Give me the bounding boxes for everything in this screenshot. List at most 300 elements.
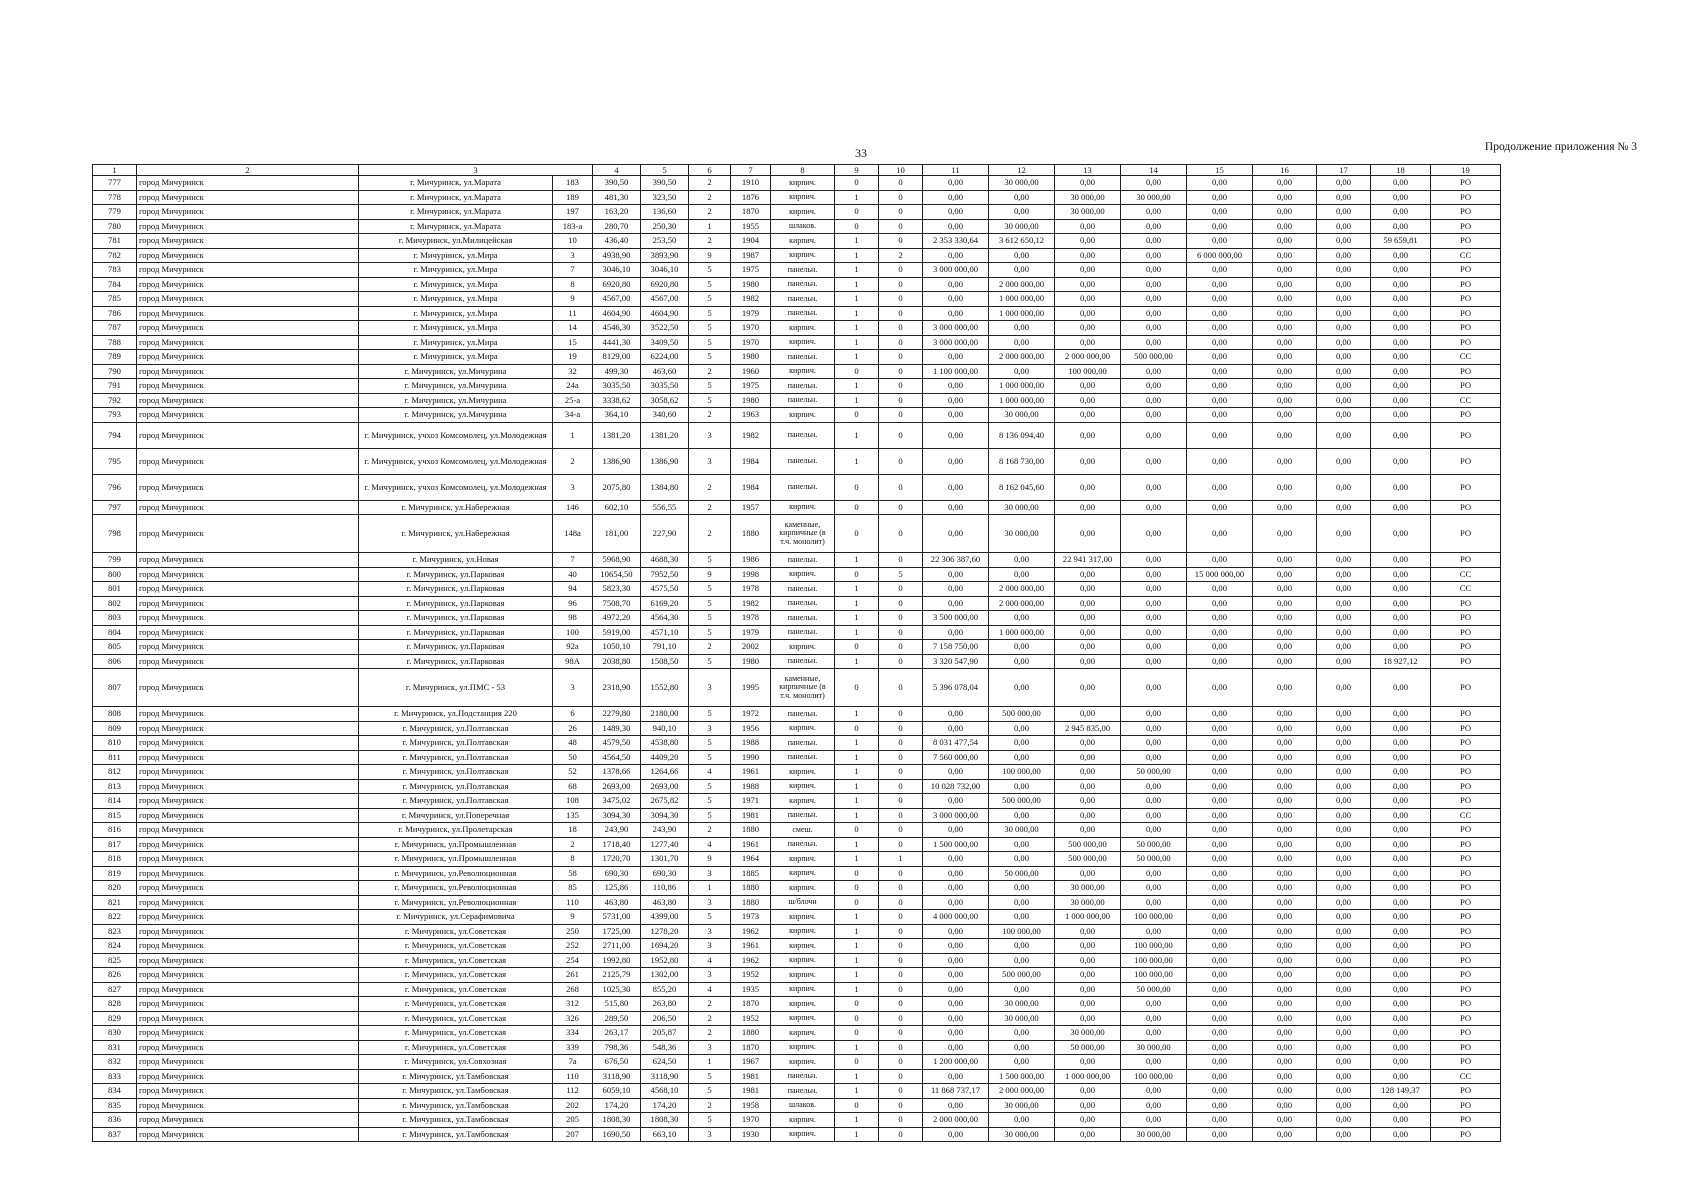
table-cell: кирпич.	[771, 205, 835, 220]
table-cell: 0,00	[989, 1055, 1055, 1070]
table-cell: 30 000,00	[1055, 881, 1121, 896]
table-cell: 1690,50	[593, 1127, 641, 1142]
table-cell: г. Мичуринск, ул.Революционная	[359, 881, 553, 896]
table-cell: 0,00	[1187, 721, 1253, 736]
table-cell: 112	[553, 1084, 593, 1099]
table-cell: 1935	[731, 982, 771, 997]
table-row	[93, 611, 1501, 626]
column-number: 14	[1121, 165, 1187, 176]
table-cell: 0	[835, 669, 879, 707]
table-row	[93, 910, 1501, 925]
table-cell: г. Мичуринск, ул.Подстанция 220	[359, 707, 553, 722]
table-row	[93, 1069, 1501, 1084]
table-cell: 334	[553, 1026, 593, 1041]
table-cell: 289,50	[593, 1011, 641, 1026]
table-cell: 5	[689, 654, 731, 669]
table-cell: кирпич.	[771, 567, 835, 582]
table-cell: панельн.	[771, 263, 835, 278]
table-cell: город Мичуринск	[137, 910, 359, 925]
table-cell: 0,00	[989, 567, 1055, 582]
table-cell: город Мичуринск	[137, 736, 359, 751]
table-cell: 0,00	[1121, 808, 1187, 823]
table-cell: 85	[553, 881, 593, 896]
table-cell: кирпич.	[771, 953, 835, 968]
table-cell: 0,00	[1187, 1098, 1253, 1113]
table-cell: панельн.	[771, 393, 835, 408]
column-number: 10	[879, 165, 923, 176]
table-cell: 0,00	[1187, 263, 1253, 278]
table-cell: 340,60	[641, 408, 689, 423]
table-cell: 0,00	[1121, 823, 1187, 838]
table-cell: 801	[93, 582, 137, 597]
table-cell: 796	[93, 474, 137, 500]
table-cell: 0,00	[1187, 808, 1253, 823]
table-cell: 100 000,00	[1121, 953, 1187, 968]
table-cell: 2	[689, 640, 731, 655]
table-cell: 0	[879, 750, 923, 765]
table-cell: 0,00	[1187, 997, 1253, 1012]
table-cell: 2002	[731, 640, 771, 655]
table-cell: г. Мичуринск, ул.Полтавская	[359, 794, 553, 809]
table-cell: РО	[1431, 263, 1501, 278]
table-cell: 0,00	[1121, 997, 1187, 1012]
column-number: 11	[923, 165, 989, 176]
table-cell: 1870	[731, 1040, 771, 1055]
table-cell: город Мичуринск	[137, 1098, 359, 1113]
table-cell: кирпич.	[771, 852, 835, 867]
table-cell: 0,00	[1055, 707, 1121, 722]
table-cell: РО	[1431, 750, 1501, 765]
table-cell: СС	[1431, 808, 1501, 823]
table-cell: г. Мичуринск, ул.Тамбовская	[359, 1113, 553, 1128]
table-cell: 0,00	[1187, 881, 1253, 896]
table-row	[93, 1011, 1501, 1026]
table-cell: кирпич.	[771, 234, 835, 249]
table-cell: 663,10	[641, 1127, 689, 1142]
table-cell: город Мичуринск	[137, 765, 359, 780]
table-cell: 0,00	[1187, 852, 1253, 867]
table-cell: РО	[1431, 910, 1501, 925]
table-cell: РО	[1431, 1113, 1501, 1128]
table-cell: 3522,50	[641, 321, 689, 336]
table-cell: 0,00	[1253, 448, 1317, 474]
table-cell: 0,00	[1253, 474, 1317, 500]
table-cell: 0,00	[923, 277, 989, 292]
table-cell: панельн.	[771, 611, 835, 626]
table-cell: РО	[1431, 939, 1501, 954]
table-cell: 174,20	[641, 1098, 689, 1113]
table-cell: 100 000,00	[989, 924, 1055, 939]
table-cell: 0,00	[1317, 263, 1371, 278]
table-cell: 0,00	[1317, 1026, 1371, 1041]
table-cell: город Мичуринск	[137, 625, 359, 640]
table-cell: 5	[689, 306, 731, 321]
table-cell: 500 000,00	[989, 707, 1055, 722]
table-cell: г. Мичуринск, ул.Полтавская	[359, 779, 553, 794]
table-cell: 0,00	[1371, 277, 1431, 292]
table-cell: 3	[689, 1127, 731, 1142]
table-cell: 1	[835, 234, 879, 249]
header-row	[93, 165, 1501, 176]
table-cell: кирпич.	[771, 881, 835, 896]
table-cell: 0,00	[1187, 707, 1253, 722]
table-cell: 0,00	[1055, 277, 1121, 292]
table-cell: 0,00	[923, 895, 989, 910]
table-cell: 11 868 737,17	[923, 1084, 989, 1099]
table-cell: 5	[689, 350, 731, 365]
table-cell: 0	[835, 408, 879, 423]
table-row	[93, 219, 1501, 234]
table-cell: 6920,80	[593, 277, 641, 292]
table-cell: 3094,30	[593, 808, 641, 823]
table-cell: г. Мичуринск, ул.Тамбовская	[359, 1069, 553, 1084]
table-cell: город Мичуринск	[137, 422, 359, 448]
table-cell: 0,00	[1253, 277, 1317, 292]
table-cell: 463,80	[593, 895, 641, 910]
table-cell: 5	[689, 611, 731, 626]
table-cell: панельн.	[771, 808, 835, 823]
table-cell: 0,00	[1253, 611, 1317, 626]
table-cell: 940,10	[641, 721, 689, 736]
table-cell: 2	[689, 1026, 731, 1041]
table-cell: 1995	[731, 669, 771, 707]
table-cell: 436,40	[593, 234, 641, 249]
column-number: 6	[689, 165, 731, 176]
table-cell: город Мичуринск	[137, 393, 359, 408]
table-cell: 0,00	[1371, 750, 1431, 765]
table-cell: 0,00	[1121, 448, 1187, 474]
table-cell: 40	[553, 567, 593, 582]
table-cell: 0,00	[1371, 852, 1431, 867]
table-cell: 0,00	[1253, 219, 1317, 234]
table-cell: 2	[689, 823, 731, 838]
table-cell: 0,00	[1317, 736, 1371, 751]
table-cell: 0,00	[1317, 306, 1371, 321]
table-cell: 0,00	[923, 248, 989, 263]
table-cell: 50 000,00	[1121, 837, 1187, 852]
table-cell: 0,00	[1055, 292, 1121, 307]
table-cell: 0,00	[1055, 515, 1121, 553]
table-cell: город Мичуринск	[137, 321, 359, 336]
table-cell: г. Мичуринск, ул.Советская	[359, 982, 553, 997]
table-row	[93, 321, 1501, 336]
table-cell: 500 000,00	[1055, 837, 1121, 852]
table-cell: 0,00	[1371, 190, 1431, 205]
table-cell: 5919,00	[593, 625, 641, 640]
table-cell: 0	[879, 765, 923, 780]
table-cell: РО	[1431, 448, 1501, 474]
column-number: 1	[93, 165, 137, 176]
table-cell: 0,00	[1187, 335, 1253, 350]
table-cell: 263,80	[641, 997, 689, 1012]
table-cell: 0,00	[1253, 895, 1317, 910]
table-cell: 0,00	[1187, 654, 1253, 669]
table-cell: 1885	[731, 866, 771, 881]
table-cell: 0	[879, 277, 923, 292]
table-cell: 250,30	[641, 219, 689, 234]
table-cell: г. Мичуринск, ул.Парковая	[359, 596, 553, 611]
table-cell: 690,30	[641, 866, 689, 881]
table-cell: 128 149,37	[1371, 1084, 1431, 1099]
table-cell: город Мичуринск	[137, 205, 359, 220]
table-cell: 0,00	[1187, 1026, 1253, 1041]
table-cell: 2	[689, 515, 731, 553]
table-cell: 1	[835, 1113, 879, 1128]
table-cell: 1	[835, 292, 879, 307]
table-cell: 0	[879, 1011, 923, 1026]
table-cell: город Мичуринск	[137, 611, 359, 626]
table-cell: 5	[689, 1113, 731, 1128]
table-cell: 2	[689, 1011, 731, 1026]
table-cell: 0,00	[1317, 448, 1371, 474]
table-row	[93, 1026, 1501, 1041]
table-cell: панельн.	[771, 707, 835, 722]
table-cell: 0,00	[1055, 823, 1121, 838]
table-cell: панельн.	[771, 306, 835, 321]
table-cell: 0,00	[1317, 852, 1371, 867]
table-cell: 832	[93, 1055, 137, 1070]
table-cell: 1998	[731, 567, 771, 582]
table-cell: 813	[93, 779, 137, 794]
table-cell: 1880	[731, 895, 771, 910]
table-cell: кирпич.	[771, 190, 835, 205]
table-cell: 3 000 000,00	[923, 263, 989, 278]
table-cell: 824	[93, 939, 137, 954]
table-cell: г. Мичуринск, ул.Революционная	[359, 866, 553, 881]
table-cell: РО	[1431, 1055, 1501, 1070]
table-cell: город Мичуринск	[137, 895, 359, 910]
table-cell: 0,00	[1317, 474, 1371, 500]
table-cell: 0,00	[1253, 263, 1317, 278]
table-cell: 3118,90	[593, 1069, 641, 1084]
table-cell: город Мичуринск	[137, 1127, 359, 1142]
table-cell: 0,00	[1253, 1011, 1317, 1026]
table-cell: 0,00	[1055, 234, 1121, 249]
table-cell: город Мичуринск	[137, 779, 359, 794]
table-cell: 0,00	[1121, 654, 1187, 669]
continuation-title: Продолжение приложения № 3	[1484, 141, 1637, 153]
table-cell: 1025,30	[593, 982, 641, 997]
table-cell: 0,00	[1121, 1026, 1187, 1041]
table-cell: 1952	[731, 1011, 771, 1026]
table-row	[93, 474, 1501, 500]
table-cell: 0,00	[1371, 219, 1431, 234]
table-cell: 2180,00	[641, 707, 689, 722]
table-cell: 30 000,00	[989, 219, 1055, 234]
table-row	[93, 837, 1501, 852]
table-cell: 1982	[731, 596, 771, 611]
table-cell: 0	[879, 553, 923, 568]
table-cell: 227,90	[641, 515, 689, 553]
table-cell: 5	[689, 379, 731, 394]
table-cell: 790	[93, 364, 137, 379]
table-cell: 1	[835, 321, 879, 336]
table-cell: 0,00	[923, 881, 989, 896]
table-cell: 1	[835, 765, 879, 780]
table-cell: 2 000 000,00	[989, 1084, 1055, 1099]
table-cell: 0	[835, 823, 879, 838]
table-cell: 125,86	[593, 881, 641, 896]
table-cell: 0,00	[923, 567, 989, 582]
table-cell: 0,00	[1371, 306, 1431, 321]
table-cell: 0,00	[1371, 379, 1431, 394]
table-cell: 1264,66	[641, 765, 689, 780]
table-cell: 7а	[553, 1055, 593, 1070]
table-cell: город Мичуринск	[137, 277, 359, 292]
table-cell: 5	[689, 808, 731, 823]
table-cell: 0,00	[989, 750, 1055, 765]
table-cell: 0	[835, 1026, 879, 1041]
table-cell: 1	[835, 982, 879, 997]
table-cell: 3	[553, 669, 593, 707]
table-cell: 1981	[731, 1069, 771, 1084]
table-row	[93, 292, 1501, 307]
table-cell: 0,00	[1187, 474, 1253, 500]
table-cell: 811	[93, 750, 137, 765]
table-cell: 1 500 000,00	[923, 837, 989, 852]
table-cell: 0,00	[1121, 500, 1187, 515]
table-cell: 1720,70	[593, 852, 641, 867]
table-cell: 0,00	[1371, 393, 1431, 408]
table-cell: 791	[93, 379, 137, 394]
table-cell: 0,00	[1317, 640, 1371, 655]
table-cell: 0,00	[1253, 779, 1317, 794]
table-cell: 481,30	[593, 190, 641, 205]
table-cell: 181,00	[593, 515, 641, 553]
table-cell: 828	[93, 997, 137, 1012]
column-number: 8	[771, 165, 835, 176]
table-row	[93, 866, 1501, 881]
table-row	[93, 721, 1501, 736]
table-cell: 1	[835, 350, 879, 365]
table-cell: 0,00	[1317, 625, 1371, 640]
table-cell: 0,00	[923, 794, 989, 809]
table-cell: город Мичуринск	[137, 190, 359, 205]
table-cell: кирпич.	[771, 924, 835, 939]
table-cell: 0	[879, 190, 923, 205]
table-cell: 808	[93, 707, 137, 722]
table-cell: РО	[1431, 779, 1501, 794]
table-cell: 0,00	[1317, 866, 1371, 881]
table-cell: 602,10	[593, 500, 641, 515]
table-cell: 0,00	[1371, 779, 1431, 794]
table-cell: СС	[1431, 393, 1501, 408]
table-cell: 817	[93, 837, 137, 852]
table-row	[93, 895, 1501, 910]
table-cell: 780	[93, 219, 137, 234]
table-cell: г. Мичуринск, ул.Марата	[359, 219, 553, 234]
table-cell: г. Мичуринск, учхоз Комсомолец, ул.Молодежная	[359, 422, 553, 448]
table-cell: 0,00	[923, 515, 989, 553]
table-cell: 100 000,00	[1121, 968, 1187, 983]
table-cell: 0,00	[1121, 567, 1187, 582]
table-cell: 1958	[731, 1098, 771, 1113]
table-cell: 2 945 835,00	[1055, 721, 1121, 736]
table-cell: 0,00	[1055, 176, 1121, 191]
table-cell: 0,00	[923, 924, 989, 939]
table-cell: 2675,82	[641, 794, 689, 809]
table-cell: 59 659,81	[1371, 234, 1431, 249]
table-cell: 30 000,00	[1121, 1127, 1187, 1142]
table-cell: 0,00	[1371, 263, 1431, 278]
table-cell: город Мичуринск	[137, 234, 359, 249]
table-cell: РО	[1431, 625, 1501, 640]
table-cell: г. Мичуринск, ул.Парковая	[359, 611, 553, 626]
table-cell: 5	[689, 736, 731, 751]
table-cell: 0,00	[1055, 306, 1121, 321]
table-cell: 0,00	[1121, 393, 1187, 408]
table-cell: 4938,90	[593, 248, 641, 263]
table-row	[93, 1113, 1501, 1128]
table-cell: 0,00	[1253, 248, 1317, 263]
table-cell: 2125,79	[593, 968, 641, 983]
table-cell: 1986	[731, 553, 771, 568]
table-cell: 0,00	[1187, 350, 1253, 365]
table-cell: город Мичуринск	[137, 500, 359, 515]
table-cell: 1	[835, 837, 879, 852]
table-cell: 0,00	[1371, 924, 1431, 939]
table-cell: 3	[689, 924, 731, 939]
table-cell: 0,00	[923, 306, 989, 321]
table-cell: 0,00	[1371, 982, 1431, 997]
table-cell: город Мичуринск	[137, 881, 359, 896]
table-cell: 0,00	[923, 866, 989, 881]
table-cell: 0,00	[1253, 721, 1317, 736]
table-cell: 0	[835, 500, 879, 515]
table-cell: 4	[689, 982, 731, 997]
table-cell: 2 000 000,00	[989, 596, 1055, 611]
table-cell: РО	[1431, 765, 1501, 780]
table-cell: 263,17	[593, 1026, 641, 1041]
table-cell: 8 031 477,54	[923, 736, 989, 751]
table-cell: 2711,00	[593, 939, 641, 954]
table-cell: 0,00	[1121, 408, 1187, 423]
table-cell: 108	[553, 794, 593, 809]
table-cell: кирпич.	[771, 1113, 835, 1128]
table-cell: 0	[879, 596, 923, 611]
table-cell: РО	[1431, 1098, 1501, 1113]
table-cell: 136,60	[641, 205, 689, 220]
table-cell: 0,00	[1187, 1040, 1253, 1055]
table-cell: 802	[93, 596, 137, 611]
table-cell: 261	[553, 968, 593, 983]
table-cell: 0,00	[989, 364, 1055, 379]
table-cell: 0,00	[989, 190, 1055, 205]
table-cell: 0	[879, 448, 923, 474]
table-cell: 789	[93, 350, 137, 365]
table-cell: 0,00	[989, 939, 1055, 954]
table-cell: 100	[553, 625, 593, 640]
table-cell: г. Мичуринск, ул.Промышленная	[359, 837, 553, 852]
table-cell: 1 000 000,00	[989, 292, 1055, 307]
table-cell: 0,00	[1187, 823, 1253, 838]
table-cell: г. Мичуринск, ул.Советская	[359, 1040, 553, 1055]
table-cell: 2 000 000,00	[989, 582, 1055, 597]
table-cell: 0,00	[989, 953, 1055, 968]
table-cell: 0,00	[1187, 321, 1253, 336]
table-cell: 7 560 000,00	[923, 750, 989, 765]
table-cell: 3	[689, 1040, 731, 1055]
table-cell: РО	[1431, 640, 1501, 655]
table-cell: РО	[1431, 1127, 1501, 1142]
table-cell: 0,00	[1371, 895, 1431, 910]
table-cell: 0,00	[1317, 924, 1371, 939]
table-cell: 0,00	[923, 953, 989, 968]
table-row	[93, 248, 1501, 263]
table-cell: 4409,20	[641, 750, 689, 765]
table-cell: 30 000,00	[989, 176, 1055, 191]
table-cell: 4	[689, 953, 731, 968]
